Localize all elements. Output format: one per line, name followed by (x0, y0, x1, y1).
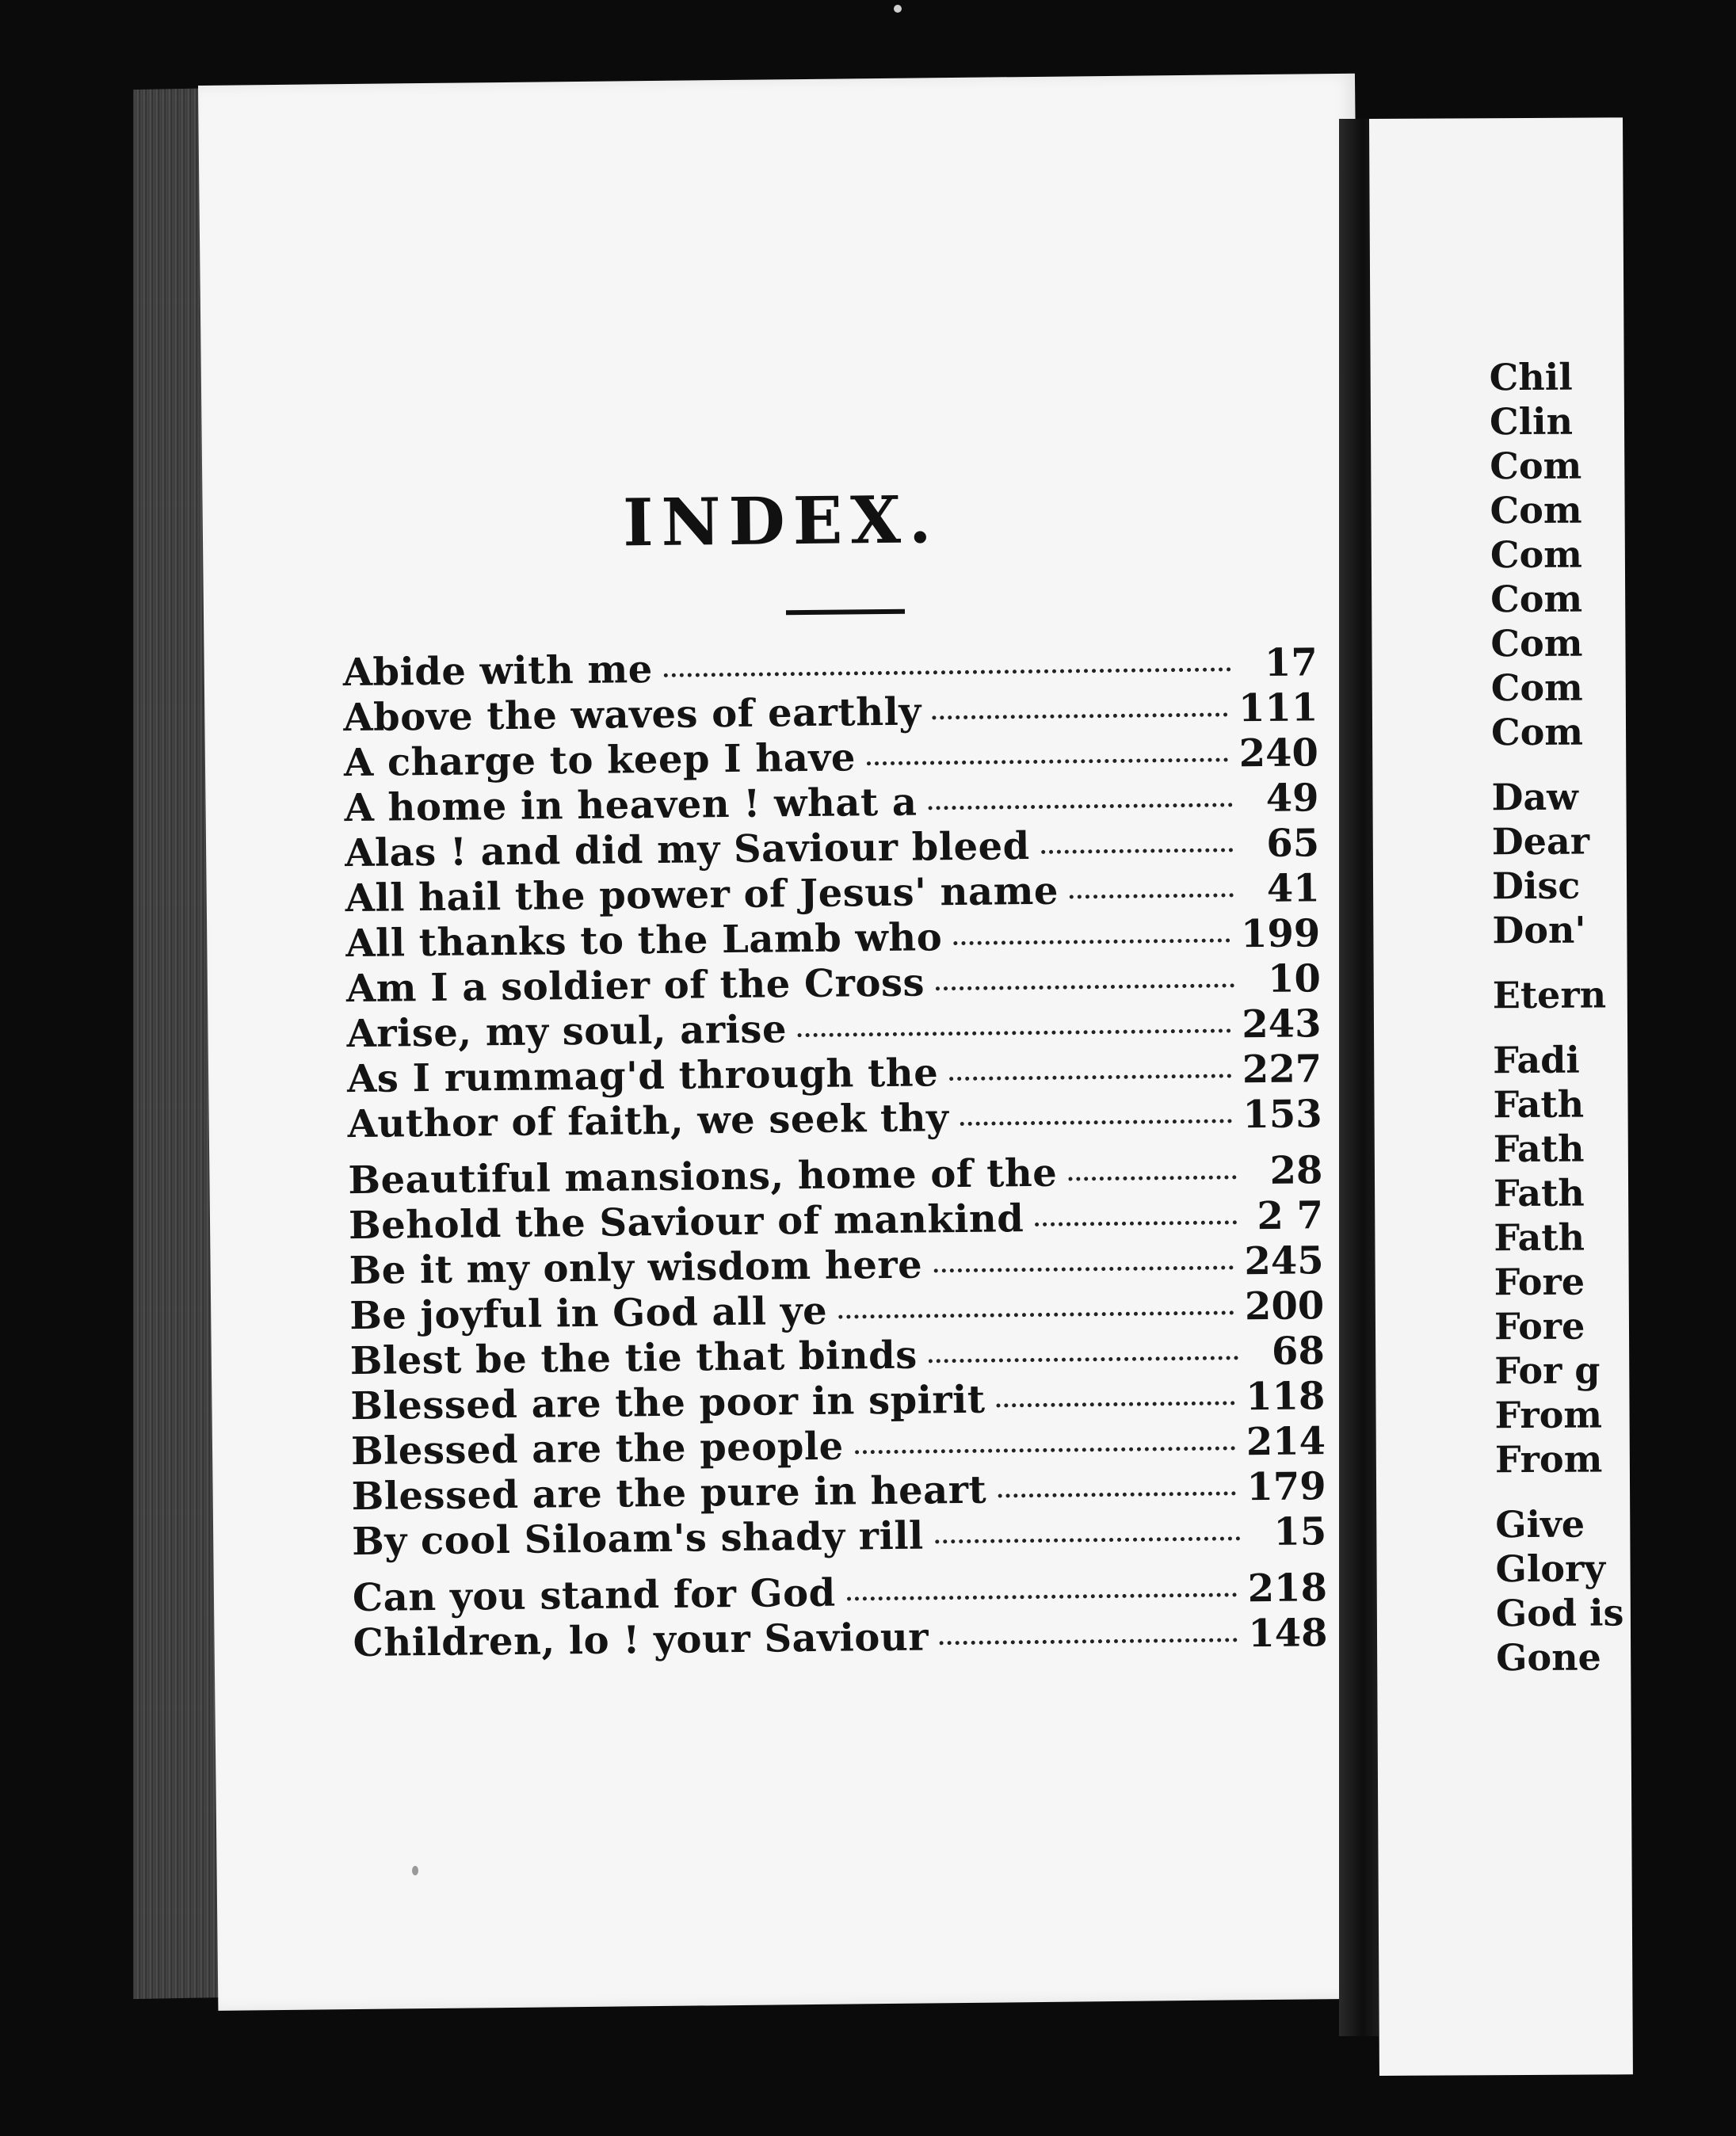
hymn-title: Behold the Saviour of mankind (348, 1196, 1024, 1249)
dot-leader (997, 1401, 1235, 1407)
right-entry: Fath (1493, 1127, 1585, 1171)
dot-leader (847, 1592, 1237, 1600)
right-entry: Com (1490, 488, 1582, 532)
dot-leader (933, 1265, 1233, 1272)
right-entry: Fath (1493, 1082, 1585, 1127)
dot-leader (933, 712, 1227, 719)
right-entry: Give (1495, 1502, 1585, 1547)
hymn-title: Children, lo ! your Saviour (353, 1615, 929, 1666)
dot-leader (936, 983, 1234, 990)
page-number: 148 (1248, 1611, 1328, 1657)
page-number: 28 (1269, 1148, 1323, 1193)
scan-speck (894, 5, 902, 13)
page-number: 65 (1266, 821, 1320, 866)
right-entry: Glory (1495, 1547, 1606, 1591)
page-number: 10 (1267, 956, 1322, 1001)
hymn-title: Can you stand for God (352, 1570, 836, 1621)
page-number: 17 (1264, 640, 1318, 685)
page-number: 218 (1247, 1566, 1328, 1612)
dot-leader (998, 1491, 1235, 1497)
right-entry: From (1494, 1437, 1603, 1482)
page-number: 199 (1240, 911, 1321, 957)
hymn-title: Blessed are the people (350, 1424, 844, 1474)
page-number: 240 (1238, 730, 1319, 776)
right-group (1493, 1038, 1733, 1483)
right-group (1491, 775, 1730, 954)
hymn-title: Blest be the tie that binds (349, 1333, 918, 1384)
right-entry: Fadi (1493, 1038, 1580, 1082)
hymn-title: Blessed are the pure in heart (351, 1467, 987, 1520)
right-entry: From (1494, 1393, 1603, 1437)
right-page-entries (1490, 355, 1734, 1702)
right-entry: God is (1495, 1591, 1624, 1635)
page-number: 2 7 (1257, 1193, 1324, 1239)
page-number: 118 (1245, 1374, 1326, 1420)
hymn-title: All thanks to the Lamb who (345, 915, 943, 967)
page-number: 111 (1238, 685, 1318, 731)
index-entry (353, 1611, 1328, 1666)
right-entry: Disc (1491, 864, 1581, 908)
left-page (198, 74, 1375, 2011)
hymn-title: Blessed are the poor in spirit (350, 1377, 986, 1429)
hymn-title: Am I a soldier of the Cross (345, 960, 925, 1012)
dot-leader (1035, 1220, 1237, 1226)
dot-leader (960, 1119, 1231, 1126)
index-group (353, 1566, 1328, 1666)
index-entries (342, 640, 1328, 1677)
index-group (348, 1148, 1326, 1565)
dot-leader (935, 1536, 1241, 1543)
hymn-title: Arise, my soul, arise (346, 1007, 788, 1057)
hymn-title: All hail the power of Jesus' name (345, 868, 1059, 921)
index-entry (347, 1092, 1322, 1147)
dot-leader (1041, 848, 1233, 854)
right-page (1369, 117, 1633, 2076)
right-group (1493, 973, 1730, 1019)
dot-leader (867, 757, 1228, 765)
page-number: 15 (1273, 1509, 1327, 1554)
hymn-title: As I rummag'd through the (346, 1051, 939, 1102)
right-entry: Dear (1491, 819, 1590, 864)
right-entry: Chil (1489, 355, 1573, 399)
page-number: 153 (1242, 1092, 1322, 1138)
hymn-title: Be joyful in God all ye (349, 1288, 828, 1339)
page-number: 179 (1246, 1464, 1326, 1510)
right-group (1490, 355, 1730, 756)
page-number: 200 (1244, 1284, 1325, 1329)
right-entry: Gone (1496, 1635, 1601, 1680)
page-number: 68 (1271, 1329, 1326, 1374)
right-entry: Fore (1494, 1304, 1585, 1348)
page-number: 214 (1246, 1419, 1326, 1465)
right-entry: Fath (1493, 1171, 1585, 1215)
dot-leader (940, 1638, 1237, 1645)
page-number: 245 (1244, 1238, 1324, 1284)
index-entry (352, 1509, 1327, 1565)
dot-leader (798, 1028, 1230, 1037)
index-title: INDEX. (622, 482, 940, 562)
dot-leader (929, 1356, 1238, 1363)
right-entry: Com (1490, 666, 1583, 710)
right-entry: Don' (1492, 908, 1586, 952)
right-entry: Clin (1489, 399, 1574, 444)
dot-leader (838, 1310, 1234, 1318)
page-number: 49 (1265, 776, 1319, 821)
page-number: 227 (1242, 1047, 1322, 1093)
right-entry: Fore (1494, 1260, 1585, 1304)
dot-leader (928, 803, 1232, 810)
right-entry: Com (1490, 532, 1582, 577)
right-entry: Daw (1491, 775, 1578, 819)
hymn-title: Alas ! and did my Saviour bleed (344, 824, 1030, 876)
dot-leader (949, 1074, 1231, 1081)
right-entry: Etern (1492, 973, 1607, 1017)
hymn-title: Author of faith, we seek thy (347, 1096, 949, 1147)
hymn-title: A charge to keep I have (343, 735, 857, 786)
right-group (1495, 1502, 1734, 1681)
hymn-title: Be it my only wisdom here (349, 1242, 923, 1294)
page-number: 41 (1266, 866, 1320, 911)
right-entry: Fath (1494, 1215, 1585, 1260)
hymn-title: Beautiful mansions, home of the (348, 1150, 1058, 1203)
dot-leader (855, 1446, 1235, 1454)
scan-speck (412, 1866, 418, 1875)
index-group (342, 640, 1322, 1147)
hymn-title: By cool Siloam's shady rill (351, 1513, 925, 1565)
hymn-title: A home in heaven ! what a (344, 780, 918, 831)
right-entry: Com (1490, 621, 1583, 666)
dot-leader (1070, 893, 1234, 898)
hymn-title: Abide with me (342, 647, 654, 696)
right-entry: For g (1494, 1348, 1601, 1393)
hymn-title: Above the waves of earthly (343, 689, 921, 741)
title-rule (786, 609, 905, 616)
right-entry: Com (1490, 444, 1582, 488)
dot-leader (1068, 1175, 1236, 1181)
right-entry: Com (1490, 577, 1583, 621)
right-entry: Com (1490, 710, 1584, 754)
page-number: 243 (1241, 1001, 1322, 1047)
dot-leader (664, 667, 1231, 677)
dot-leader (953, 938, 1230, 945)
